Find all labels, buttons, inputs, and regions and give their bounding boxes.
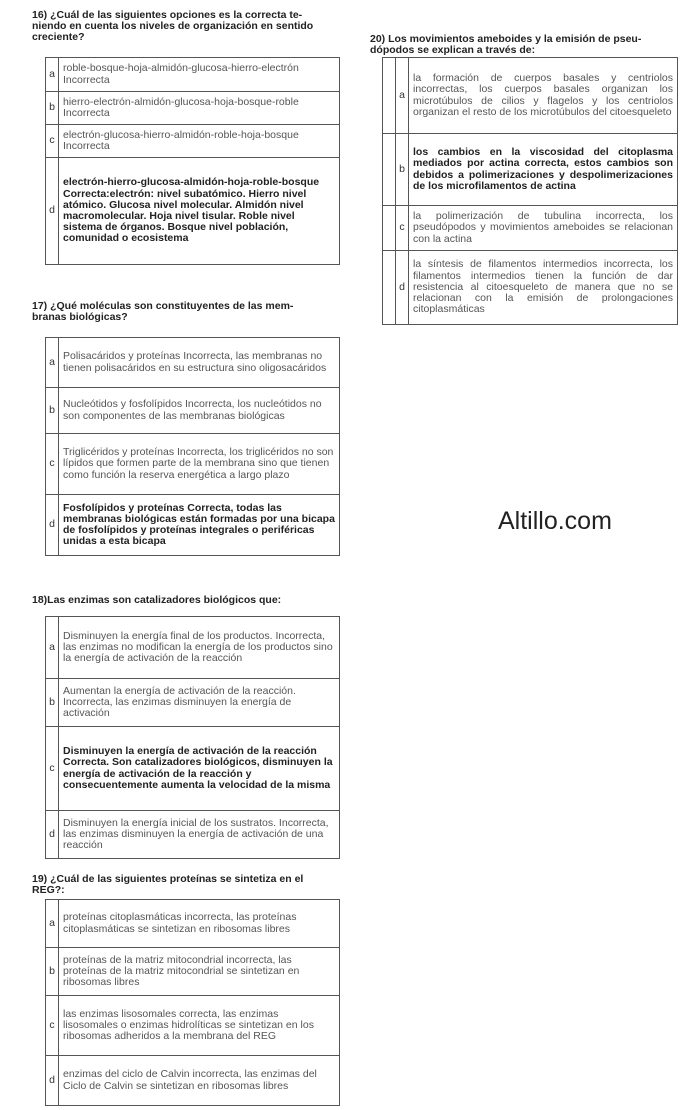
option-row[interactable]: [46, 388, 340, 434]
option-text: electrón-hierro-glucosa-almidón-hoja-roble-bosque Correcta:electrón: nivel subatómico. Hierro nivel atómico. Glucosa nivel molecular. Almidón nivel macromolecular. Hoja nivel tisular. Roble nivel sistema de órganos. Bosque nivel población, comunidad o ecosistema: [59, 158, 340, 265]
option-text: Polisacáridos y proteínas Incorrecta, las membranas no tienen polisacáridos en su estructura sino oligosacáridos: [59, 338, 340, 388]
option-letter: d: [46, 158, 59, 265]
option-row[interactable]: [46, 617, 340, 679]
option-row[interactable]: [46, 996, 340, 1056]
option-row[interactable]: [46, 158, 340, 265]
option-text: electrón-glucosa-hierro-almidón-roble-hoja-bosque Incorrecta: [59, 125, 340, 158]
option-row[interactable]: [383, 58, 678, 134]
option-letter: d: [396, 251, 409, 325]
option-row[interactable]: [46, 495, 340, 556]
option-row[interactable]: [383, 206, 678, 251]
option-row[interactable]: [46, 92, 340, 125]
question-17-title: 17) ¿Qué moléculas son constituyentes de las mem- branas biológicas?: [32, 300, 294, 323]
option-letter: a: [46, 338, 59, 388]
option-row[interactable]: [46, 948, 340, 996]
option-text: la polimerización de tubulina incorrecta, los pseudópodos y movimientos ameboides se relacionan con la actina: [409, 206, 678, 251]
option-text: hierro-electrón-almidón-glucosa-hoja-bosque-roble Incorrecta: [59, 92, 340, 125]
option-letter: a: [46, 900, 59, 948]
question-19-options: [45, 899, 340, 1106]
option-letter: c: [46, 996, 59, 1056]
question-16-title: 16) ¿Cuál de las siguientes opciones es la correcta te- niendo en cuenta los niveles de organización en sentido creciente?: [32, 9, 314, 43]
option-text: Disminuyen la energía inicial de los sustratos. Incorrecta, las enzimas disminuyen la energía de activación de una reacción: [59, 811, 340, 859]
option-row[interactable]: [46, 338, 340, 388]
option-row[interactable]: [46, 811, 340, 859]
option-text: la síntesis de filamentos intermedios incorrecta, los filamentos intermedios tienen la función de dar resistencia al citoesqueleto de manera que no se relacionan con la emisión de prolongaciones citoplasmáticas: [409, 251, 678, 325]
option-text: Nucleótidos y fosfolípidos Incorrecta, los nucleótidos no son componentes de las membranas biológicas: [59, 388, 340, 434]
option-text: Disminuyen la energía final de los productos. Incorrecta, las enzimas no modifican la energía de los productos sino la energía de activación de la reacción: [59, 617, 340, 679]
option-letter: c: [46, 125, 59, 158]
option-letter: d: [46, 811, 59, 859]
option-text: Fosfolípidos y proteínas Correcta, todas las membranas biológicas están formadas por una bicapa de fosfolípidos y proteínas integrales o periféricas unidas a esta bicapa: [59, 495, 340, 556]
option-letter: c: [46, 727, 59, 811]
question-18-options: [45, 616, 340, 859]
option-text: Disminuyen la energía de activación de la reacción Correcta. Son catalizadores biológicos, disminuyen la energía de activación de la reacción y consecuentemente aumenta la velocidad de la misma: [59, 727, 340, 811]
option-text: enzimas del ciclo de Calvin incorrecta, las enzimas del Ciclo de Calvin se sintetizan en ribosomas libres: [59, 1056, 340, 1106]
question-20-options: [382, 57, 678, 325]
option-letter: a: [396, 58, 409, 134]
question-18-title: 18)Las enzimas son catalizadores biológicos que:: [32, 594, 282, 606]
option-row[interactable]: [383, 251, 678, 325]
option-letter: b: [46, 679, 59, 727]
option-letter: b: [396, 134, 409, 206]
option-letter: b: [46, 388, 59, 434]
option-row[interactable]: [46, 58, 340, 92]
option-text: los cambios en la viscosidad del citoplasma mediados por actina correcta, estos cambios son debidos a polimerizaciones y despolimerizaciones de los microfilamentos de actina: [409, 134, 678, 206]
option-text: Aumentan la energía de activación de la reacción. Incorrecta, las enzimas disminuyen la energía de activación: [59, 679, 340, 727]
option-row[interactable]: [46, 900, 340, 948]
option-text: la formación de cuerpos basales y centriolos incorrectas, los cuerpos basales organizan los microtúbulos de cilios y flagelos y los centriolos organizan el resto de los microtúbulos del citoesqueleto: [409, 58, 678, 134]
question-19-title: 19) ¿Cuál de las siguientes proteínas se sintetiza en el REG?:: [32, 873, 304, 896]
option-letter: c: [46, 434, 59, 495]
option-row[interactable]: [46, 434, 340, 495]
option-text: proteínas citoplasmáticas incorrecta, las proteínas citoplasmáticas se sintetizan en ribosomas libres: [59, 900, 340, 948]
option-letter: c: [396, 206, 409, 251]
watermark-text: Altillo.com: [498, 507, 612, 535]
option-letter: a: [46, 617, 59, 679]
option-text: las enzimas lisosomales correcta, las enzimas lisosomales o enzimas hidrolíticas se sintetizan en los ribosomas adheridos a la membrana del REG: [59, 996, 340, 1056]
option-row[interactable]: [46, 1056, 340, 1106]
option-text: roble-bosque-hoja-almidón-glucosa-hierro-electrón Incorrecta: [59, 58, 340, 92]
question-16-options: [45, 57, 340, 265]
option-letter: a: [46, 58, 59, 92]
question-20-title: 20) Los movimientos ameboides y la emisión de pseu- dópodos se explican a través de:: [370, 33, 642, 56]
option-row[interactable]: [46, 727, 340, 811]
option-row[interactable]: [46, 125, 340, 158]
option-letter: d: [46, 495, 59, 556]
option-letter: d: [46, 1056, 59, 1106]
option-letter: b: [46, 92, 59, 125]
option-row[interactable]: [46, 679, 340, 727]
option-text: proteínas de la matriz mitocondrial incorrecta, las proteínas de la matriz mitocondrial se sintetizan en ribosomas libres: [59, 948, 340, 996]
option-text: Triglicéridos y proteínas Incorrecta, los triglicéridos no son lípidos que formen parte de la membrana sino que tienen como función la reserva energética a largo plazo: [59, 434, 340, 495]
option-row[interactable]: [383, 134, 678, 206]
question-17-options: [45, 337, 340, 556]
option-letter: b: [46, 948, 59, 996]
